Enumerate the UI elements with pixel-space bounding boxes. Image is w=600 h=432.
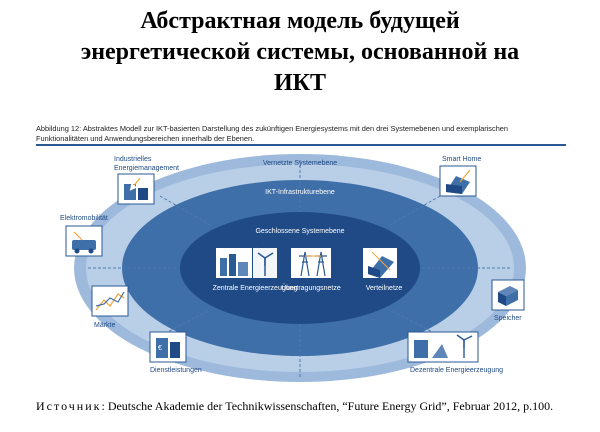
svg-text:€: €	[158, 345, 162, 352]
decentral-generation-icon	[408, 332, 478, 362]
label-markets: Märkte	[94, 322, 116, 329]
label-industrial-line1: Industrielles	[114, 156, 152, 163]
source-text: : Deutsche Akademie der Technikwissenschaften, “Future Energy Grid”, Februar 2012, p.100.	[101, 399, 554, 413]
electric-car-icon	[66, 226, 102, 256]
source-citation	[36, 399, 576, 414]
label-services: Dienstleistungen	[150, 367, 202, 374]
middle-ring-label: IKT-Infrastrukturebene	[265, 189, 335, 196]
label-emobility: Elektromobilität	[60, 215, 108, 222]
label-industrial-line2: Energiemanagement	[114, 165, 179, 172]
smart-home-icon	[440, 166, 476, 196]
inner-ring-label: Geschlossene Systemebene	[255, 228, 345, 235]
outer-ring-label: Vernetzte Systemebene	[262, 160, 338, 167]
inner-item-distribution-grids: Verteilnetze	[365, 285, 403, 292]
caption-line-2: Funktionalitäten und Anwendungsbereichen innerhalb der Ebenen.	[36, 134, 255, 143]
inner-item-central-generation: Zentrale Energieerzeugung	[212, 285, 298, 292]
transmission-grid-icon	[291, 248, 331, 278]
markets-chart-icon	[92, 286, 128, 316]
title-line-1: Абстрактная модель будущей	[140, 8, 460, 34]
label-decentral-generation: Dezentrale Energieerzeugung	[410, 367, 504, 374]
distribution-grid-icon	[363, 248, 397, 278]
label-storage: Speicher	[494, 315, 522, 322]
source-label: Источник	[36, 399, 102, 413]
services-icon	[150, 332, 186, 362]
title-line-3: ИКТ	[273, 70, 327, 96]
label-smart-home: Smart Home	[442, 156, 482, 163]
inner-item-transmission-grids: Übertragungsnetze	[281, 285, 341, 292]
storage-icon	[492, 280, 524, 310]
title-line-2: энергетической системы, основанной на	[80, 39, 520, 65]
industrial-energy-management-icon	[118, 174, 154, 204]
caption-line-1: Abbildung 12: Abstraktes Modell zur IKT-basierten Darstellung des zukünftigen Energiesystems mit den drei Systemebenen und exemplarischen	[36, 124, 509, 133]
